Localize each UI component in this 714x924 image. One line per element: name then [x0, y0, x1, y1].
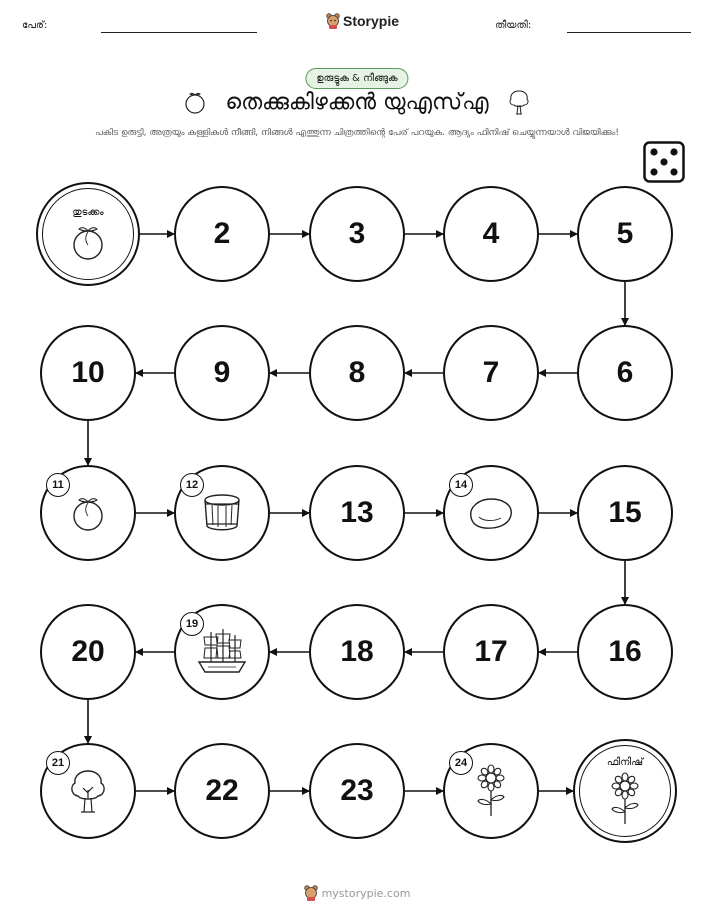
- footer-url[interactable]: mystorypie.com: [321, 886, 411, 900]
- space-number-badge: 19: [180, 612, 204, 636]
- finish-label: ഫിനിഷ്: [606, 756, 644, 768]
- board-space-16[interactable]: [577, 604, 673, 700]
- board-space-7[interactable]: [443, 325, 539, 421]
- board-space-11[interactable]: [40, 465, 136, 561]
- board-space-22[interactable]: [174, 743, 270, 839]
- board-space-8[interactable]: [309, 325, 405, 421]
- sunflower-icon: [605, 772, 645, 826]
- stone-icon: [465, 493, 517, 533]
- start-space-inner: [42, 188, 134, 280]
- board-space-3[interactable]: [309, 186, 405, 282]
- space-number-badge: 14: [449, 473, 473, 497]
- space-number: 2: [213, 217, 231, 250]
- board-space-5[interactable]: [577, 186, 673, 282]
- finish-space-inner: [579, 745, 671, 837]
- board-space-18[interactable]: [309, 604, 405, 700]
- board-space-21[interactable]: [40, 743, 136, 839]
- date-label: തീയതി:: [495, 20, 532, 31]
- space-number: 3: [348, 217, 366, 250]
- space-number: 9: [213, 356, 231, 389]
- space-number-badge: 12: [180, 473, 204, 497]
- space-number: 6: [616, 356, 634, 389]
- board-space-1[interactable]: [36, 182, 140, 286]
- space-number-badge: 24: [449, 751, 473, 775]
- sunflower-icon: [471, 764, 511, 818]
- footer: [0, 885, 714, 901]
- space-number: 23: [340, 774, 374, 807]
- tree-icon: [65, 768, 111, 814]
- board-space-25[interactable]: [573, 739, 677, 843]
- brand-name: Storypie: [343, 13, 400, 29]
- peach-icon: [68, 493, 108, 533]
- space-number: 20: [71, 635, 105, 668]
- space-number: 13: [340, 496, 374, 529]
- board-space-24[interactable]: [443, 743, 539, 839]
- board-space-15[interactable]: [577, 465, 673, 561]
- board-space-20[interactable]: [40, 604, 136, 700]
- board-space-6[interactable]: [577, 325, 673, 421]
- board-space-10[interactable]: [40, 325, 136, 421]
- space-number: 4: [482, 217, 500, 250]
- board-space-14[interactable]: [443, 465, 539, 561]
- board-space-4[interactable]: [443, 186, 539, 282]
- space-number-badge: 11: [46, 473, 70, 497]
- board-space-9[interactable]: [174, 325, 270, 421]
- bear-icon: [304, 885, 318, 901]
- board-space-12[interactable]: [174, 465, 270, 561]
- board-space-2[interactable]: [174, 186, 270, 282]
- space-number: 18: [340, 635, 374, 668]
- drum-icon: [198, 491, 246, 535]
- board-space-13[interactable]: [309, 465, 405, 561]
- board-space-19[interactable]: [174, 604, 270, 700]
- space-number: 5: [616, 217, 634, 250]
- space-number: 22: [205, 774, 239, 807]
- space-number: 10: [71, 356, 105, 389]
- ship-icon: [193, 626, 251, 678]
- peach-icon: [68, 222, 108, 262]
- space-number: 15: [608, 496, 642, 529]
- instructions: പകിട ഉരുട്ടി, അത്രയും കള്ളികൾ നീങ്ങി, നിങ്ങൾ എത്തുന്ന ചിത്രത്തിന്റെ പേര് പറയുക. ആദ്യം ഫിനിഷ് ചെയ്യുന്നയാൾ വിജയിക്കും!: [95, 128, 619, 138]
- space-number-badge: 21: [46, 751, 70, 775]
- board-space-23[interactable]: [309, 743, 405, 839]
- page-title: തെക്കുകിഴക്കൻ യുഎസ്എ: [225, 89, 489, 115]
- board-space-17[interactable]: [443, 604, 539, 700]
- activity-badge: ഉരുട്ടുക & നീങ്ങുക: [305, 68, 408, 89]
- name-label: പേര്:: [22, 20, 48, 31]
- space-number: 8: [348, 356, 366, 389]
- space-number: 7: [482, 356, 500, 389]
- start-label: തുടക്കം: [72, 206, 104, 218]
- space-number: 17: [474, 635, 508, 668]
- space-number: 16: [608, 635, 642, 668]
